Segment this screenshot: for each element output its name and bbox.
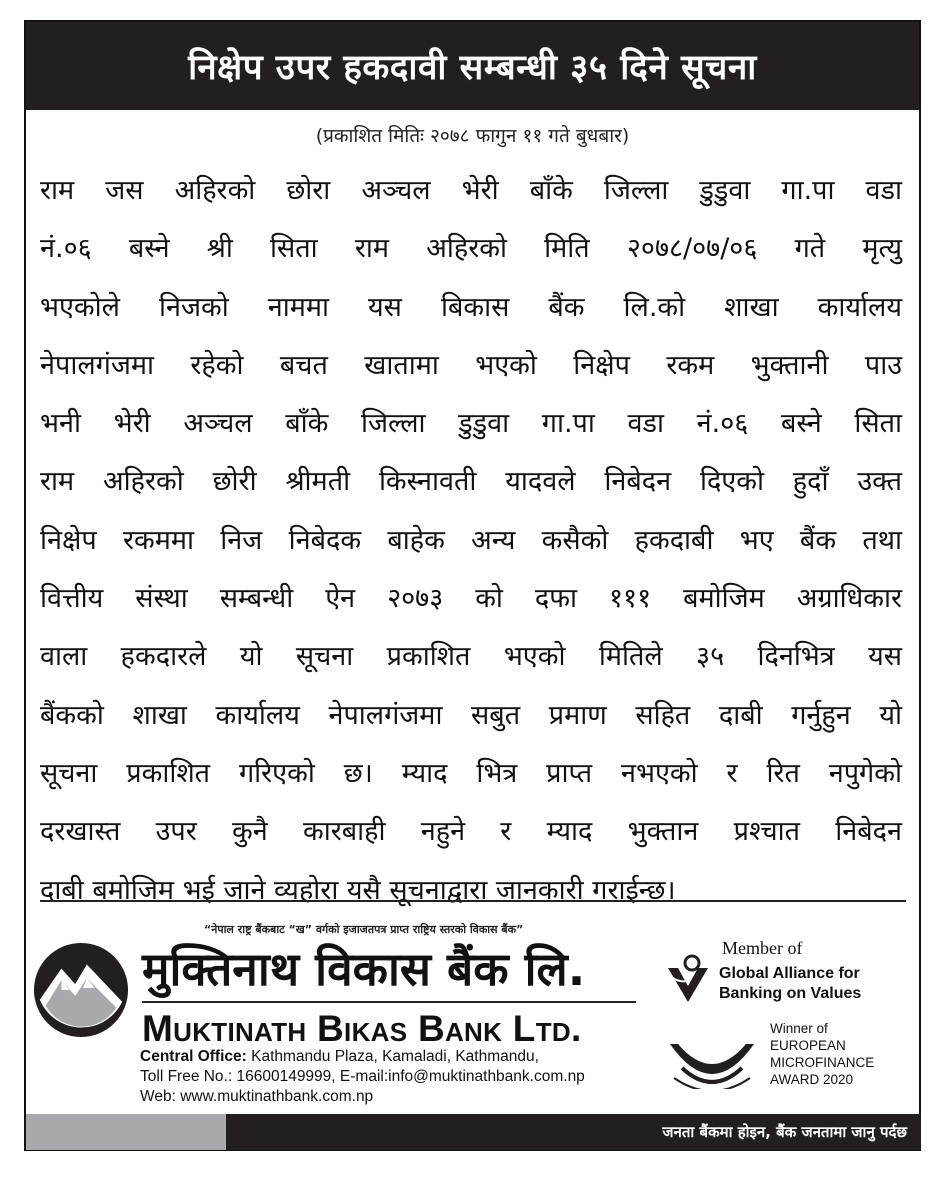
footer-slogan: जनता बैंकमा होइन, बैंक जनतामा जानु पर्दछ [662, 1123, 907, 1141]
central-office-label: Central Office: [140, 1048, 247, 1065]
contact-info [140, 1047, 585, 1107]
website: Web: www.muktinathbank.com.np [140, 1088, 374, 1105]
divider [40, 900, 906, 902]
header-bar [26, 22, 919, 110]
notice-frame [24, 20, 921, 1151]
award-line: Winner of [770, 1021, 828, 1036]
body-line: बैंकको शाखा कार्यालय नेपालगंजमा सबुत प्रमाण सहित दाबी गर्नुहुन यो [40, 699, 902, 731]
toll-free-email: Toll Free No.: 16600149999, E-mail:info@muktinathbank.com.np [140, 1068, 585, 1085]
body-line: वित्तीय संस्था सम्बन्धी ऐन २०७३ को दफा १११ बमोजिम अग्राधिकार [40, 583, 902, 615]
body-line: भनी भेरी अञ्चल बाँके जिल्ला डुडुवा गा.पा वडा नं.०६ बस्ने सिता [40, 408, 902, 440]
bank-tagline: “नेपाल राष्ट्र बैंकबाट “ख” वर्गको इजाजतपत्र प्राप्त राष्ट्रिय स्तरको विकास बैंक” [204, 923, 524, 936]
gabv-line-2: Banking on Values [719, 985, 862, 1002]
body-line: राम अहिरको छोरी श्रीमती किस्नावती यादवले निबेदन दिएको हुदाँ उक्त [40, 466, 902, 498]
body-line: दाबी बमोजिम भई जाने व्यहोरा यसै सूचनाद्वारा जानकारी गराईन्छ। [40, 874, 676, 906]
bank-name-english: Muktinath Bikas Bank Ltd. [142, 1008, 582, 1049]
footer-gray-block [26, 1114, 226, 1150]
award-line: EUROPEAN [770, 1038, 846, 1053]
gabv-logo-icon [666, 954, 710, 1004]
award-line: AWARD 2020 [770, 1072, 854, 1087]
body-line: नेपालगंजमा रहेको बचत खातामा भएको निक्षेप रकम भुक्तानी पाउ [40, 349, 902, 381]
body-line: दरखास्त उपर कुनै कारबाही नहुने र म्याद भुक्तान प्रश्चात निबेदन [40, 816, 902, 848]
body-line: सूचना प्रकाशित गरिएको छ। म्याद भित्र प्राप्त नभएको र रित नपुगेको [40, 757, 902, 789]
award-text [770, 1020, 874, 1088]
gabv-line-1: Global Alliance for [719, 965, 860, 982]
central-office-address: Kathmandu Plaza, Kamaladi, Kathmandu, [246, 1048, 539, 1065]
muktinath-mountain-logo-icon [32, 940, 130, 1040]
notice-title: निक्षेप उपर हकदावी सम्बन्धी ३५ दिने सूचना [188, 47, 757, 88]
european-microfinance-award-logo-icon [666, 1034, 758, 1089]
published-date: (प्रकाशित मितिः २०७८ फागुन ११ गते बुधबार) [315, 125, 630, 147]
body-line: भएकोले निजको नाममा यस बिकास बैंक लि.को शाखा कार्यालय [40, 291, 902, 323]
award-line: MICROFINANCE [770, 1055, 875, 1070]
name-underline [142, 1001, 636, 1003]
body-line: निक्षेप रकममा निज निबेदक बाहेक अन्य कसैको हकदाबी भए बैंक तथा [40, 524, 902, 556]
footer-bar [226, 1114, 921, 1150]
body-line: वाला हकदारले यो सूचना प्रकाशित भएको मितिले ३५ दिनभित्र यस [40, 641, 902, 673]
notice-body [40, 162, 902, 920]
member-of-label: Member of [722, 938, 803, 958]
bank-name-nepali: मुक्तिनाथ विकास बैंक लि. [142, 942, 586, 996]
body-line: नं.०६ बस्ने श्री सिता राम अहिरको मिति २०७८/०७/०६ गते मृत्यु [40, 233, 902, 265]
gabv-name [719, 964, 861, 1004]
body-line: राम जस अहिरको छोरा अञ्चल भेरी बाँके जिल्ला डुडुवा गा.पा वडा [40, 175, 902, 206]
